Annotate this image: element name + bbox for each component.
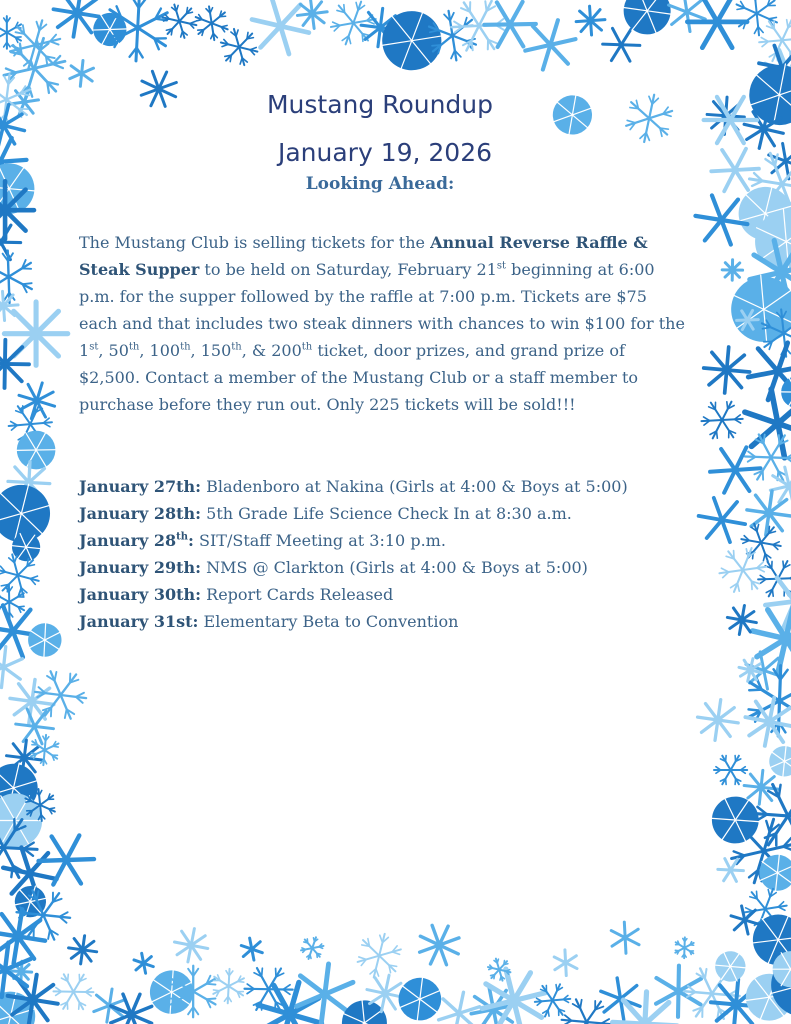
page-title: Mustang Roundup — [266, 90, 494, 119]
page-date: January 19, 2026 — [277, 138, 493, 167]
raffle-text: to be held on Saturday, February 21 — [199, 260, 497, 279]
event-date: January 31st: — [79, 612, 199, 631]
event-date: January 27th: — [79, 477, 202, 496]
events-list — [79, 473, 719, 635]
ordinal-suffix: th — [180, 341, 191, 353]
raffle-text: The Mustang Club is selling tickets for the — [79, 233, 431, 252]
event-item — [79, 473, 719, 500]
event-desc: Bladenboro at Nakina (Girls at 4:00 & Boys at 5:00) — [201, 477, 628, 496]
raffle-text: beginning at 6:00 p.m. for the supper followed by the raffle at 7:00 p.m. Tickets are $75 each and that includes two steak dinners with chances to win $100 for the 1 — [79, 260, 685, 360]
event-item — [79, 500, 719, 527]
ordinal-suffix: th — [128, 341, 140, 353]
raffle-text: ticket, door prizes, and grand prize of $2,500. Contact a member of the Mustang Club or a staff member to purchase before they run out. Only 225 tickets will be sold!!! — [79, 341, 639, 414]
ordinal-suffix: th — [301, 341, 313, 353]
event-item — [79, 608, 719, 635]
event-date: January 29th: — [79, 558, 202, 577]
ordinal-suffix: th — [231, 341, 242, 353]
raffle-text: , 50 — [98, 341, 129, 360]
event-date-colon: : — [188, 531, 194, 550]
raffle-paragraph — [79, 229, 689, 418]
event-item — [79, 527, 719, 554]
event-desc: Report Cards Released — [201, 585, 394, 604]
event-desc: Elementary Beta to Convention — [198, 612, 459, 631]
event-item — [79, 554, 719, 581]
raffle-text: , & 200 — [241, 341, 302, 360]
raffle-text: , 100 — [139, 341, 181, 360]
event-desc: NMS @ Clarkton (Girls at 4:00 & Boys at 5:00) — [201, 558, 588, 577]
raffle-event-name: Annual Reverse Raffle & Steak Supper — [79, 233, 648, 279]
event-item — [79, 581, 719, 608]
raffle-text: , 150 — [190, 341, 232, 360]
event-date — [79, 531, 194, 550]
event-date: January 28th: — [79, 504, 202, 523]
ordinal-suffix: st — [89, 341, 99, 353]
event-date-text: January 28 — [79, 531, 177, 550]
event-date: January 30th: — [79, 585, 202, 604]
ordinal-suffix: st — [496, 260, 507, 272]
event-desc: SIT/Staff Meeting at 3:10 p.m. — [193, 531, 446, 550]
ordinal-suffix: th — [176, 531, 189, 543]
event-desc: 5th Grade Life Science Check In at 8:30 a.m. — [201, 504, 572, 523]
section-heading: Looking Ahead: — [305, 174, 455, 194]
